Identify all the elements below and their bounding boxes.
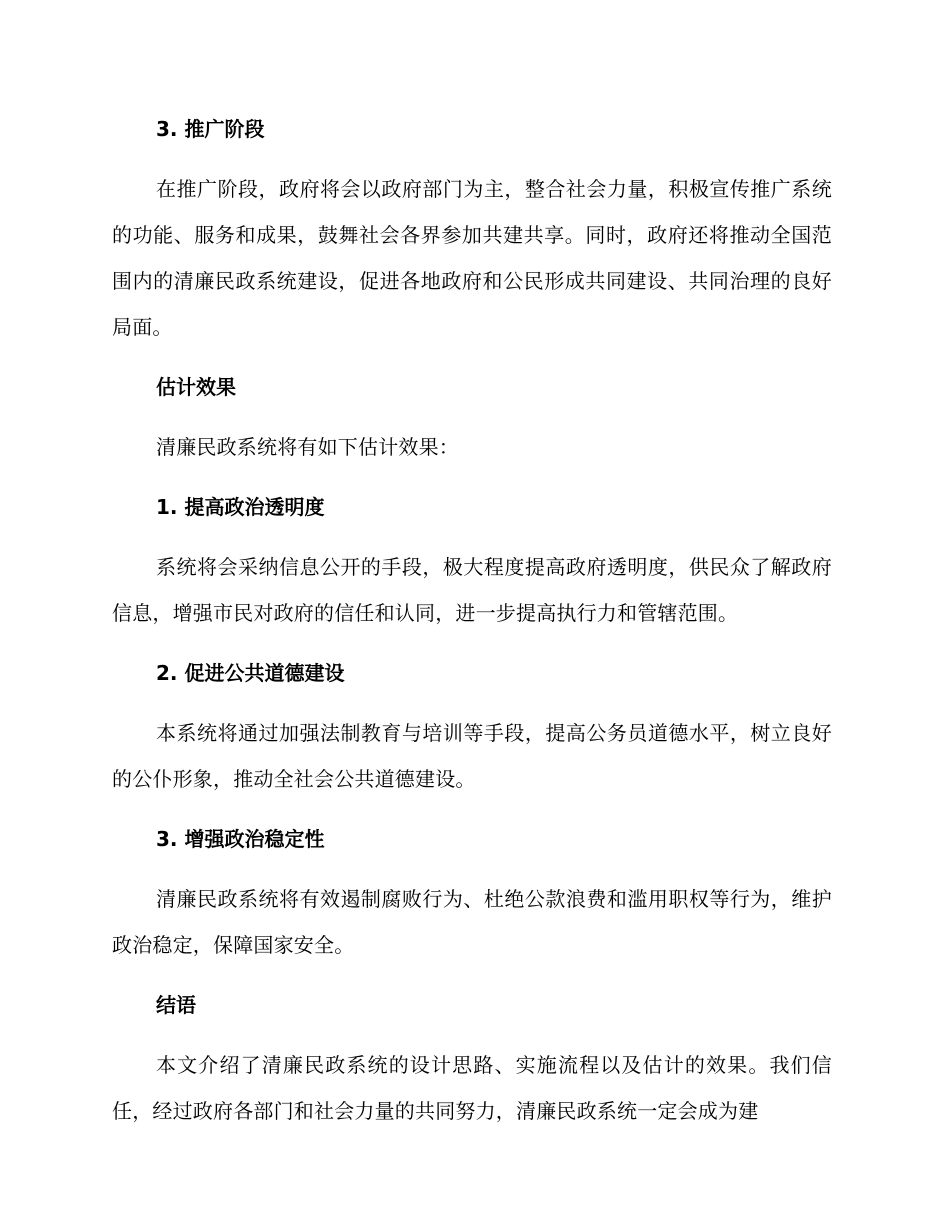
heading-estimated-effects: 估计效果 — [156, 375, 236, 399]
para-public-morality: 本系统将通过加强法制教育与培训等手段，提高公务员道德水平，树立良好的公仆形象，推动全社会公共道德建设。 — [112, 721, 832, 791]
para-estimated-effects-intro: 清廉民政系统将有如下估计效果： — [156, 435, 459, 459]
para-political-stability: 清廉民政系统将有效遏制腐败行为、杜绝公款浪费和滥用职权等行为，维护政治稳定，保障国家安全。 — [112, 887, 832, 957]
heading-promotion-stage: 3. 推广阶段 — [156, 117, 265, 141]
heading-conclusion: 结语 — [156, 993, 196, 1017]
para-promotion-stage: 在推广阶段，政府将会以政府部门为主，整合社会力量，积极宣传推广系统的功能、服务和成果，鼓舞社会各界参加共建共享。同时，政府还将推动全国范围内的清廉民政系统建设，促进各地政府和公民形成共同建设、共同治理的良好局面。 — [112, 177, 832, 339]
para-conclusion: 本文介绍了清廉民政系统的设计思路、实施流程以及估计的效果。我们信任，经过政府各部门和社会力量的共同努力，清廉民政系统一定会成为建 — [112, 1053, 832, 1123]
heading-political-transparency: 1. 提高政治透明度 — [156, 495, 325, 519]
para-political-transparency: 系统将会采纳信息公开的手段，极大程度提高政府透明度，供民众了解政府信息，增强市民对政府的信任和认同，进一步提高执行力和管辖范围。 — [112, 555, 832, 625]
document-body — [112, 106, 832, 1148]
heading-political-stability: 3. 增强政治稳定性 — [156, 827, 325, 851]
heading-public-morality: 2. 促进公共道德建设 — [156, 661, 345, 685]
